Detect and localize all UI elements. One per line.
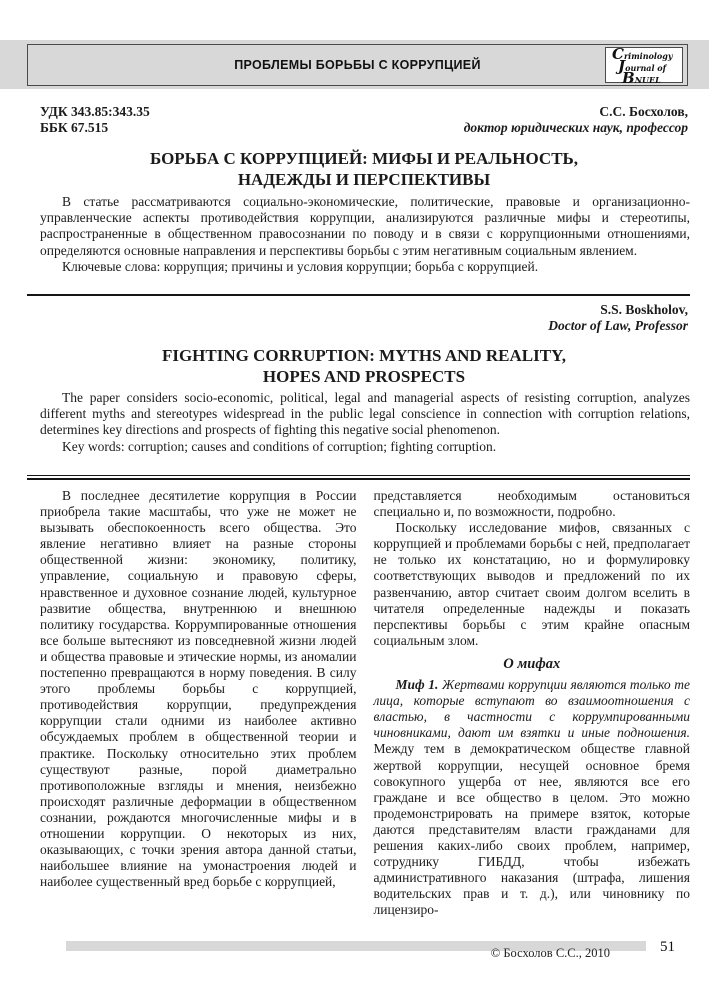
udk-code: УДК 343.85:343.35 (40, 104, 150, 119)
logo-text-1: riminology (623, 51, 673, 61)
header-band-box (27, 44, 688, 86)
myth-1-discussion: Между тем в демократическом обществе главной жертвой коррупции, несущей основное бремя совокупного ущерба от нее, являются все его граждане и все общество в целом. Это можно продемонстрировать на примере взяток, которые даются представителям власти гражданами для решения каких-либо своих проблем, например, сотруднику ГИБДД, чтобы избежать административного наказания (штрафа, лишения водительских прав и т. д.), или чиновнику по лицензиро- (373, 741, 690, 918)
body-paragraph-right-1: представляется необходимым остановиться специально и, по возможности, подробно. (373, 488, 690, 520)
article-title-en-line1: FIGHTING CORRUPTION: MYTHS AND REALITY, (161, 346, 567, 365)
author-name-ru: С.С. Босхолов, (599, 104, 688, 119)
logo-line-3 (612, 69, 679, 87)
keywords-en: Key words: corruption; causes and conditions of corruption; fighting corruption. (62, 438, 497, 454)
article-title-en-line2: HOPES AND PROSPECTS (262, 367, 466, 386)
body-column-left (40, 488, 357, 918)
myth-1-label: Миф 1. (395, 677, 439, 693)
divider-rule-2 (27, 475, 690, 480)
article-title-ru-line2: НАДЕЖДЫ И ПЕРСПЕКТИВЫ (237, 170, 491, 189)
logo-initial-c: C (612, 45, 624, 63)
header-band (0, 40, 709, 89)
divider-rule-1 (27, 294, 690, 296)
body-paragraph-right-2: Поскольку исследование мифов, связанных с коррупцией и проблемами борьбы с ней, предполагает не только их констатацию, но и формулировку соответствующих выводов и предложений по их развенчанию, автор считает своим долгом вселить в читателя определенные надежды и показать перспективы борьбы с этим крайне опасным социальным злом. (373, 520, 690, 648)
body-paragraph-left: В последнее десятилетие коррупция в России приобрела такие масштабы, что уже не может не вызывать обеспокоенность всего общества. Это явление негативно влияет на разные стороны общественной жизни: экономику, политику, управление, социальную и правовую сферы, нравственное и духовное сознание людей, культурное развитие общества, внутреннюю и внешнюю политику государства. Коррумпированные отношения все больше вытесняют из повседневной жизни людей и общества правовые и этические нормы, из аномалии постепенно превращаются в норму поведения. В силу этого проблемы борьбы с коррупцией, противодействия коррупции, предупреждения коррупции стали одними из наиболее активно обсуждаемых проблем в общественной теории и практике. Поскольку относительно этих проблем существуют разные, порой диаметрально противоположные взгляды и мнения, неизбежно происходят различные деформации в общественном сознании, рождаются многочисленные мифы и в отношении коррупции. О некоторых из них, оказывающих, с точки зрения автора данной статьи, наибольшее влияние на умонастроения людей и наиболее существенный вред борьбе с коррупцией, (40, 488, 357, 890)
keywords-ru: Ключевые слова: коррупция; причины и условия коррупции; борьба с коррупцией. (62, 258, 539, 274)
journal-logo (605, 45, 683, 87)
bbk-code: ББК 67.515 (40, 119, 109, 135)
article-body (40, 488, 690, 918)
abstract-en (40, 390, 690, 455)
page-number: 51 (660, 939, 675, 955)
abstract-ru-text: В статье рассматриваются социально-экономические, политические, правовые и организационно-управленческие аспекты противодействия коррупции, анализируются различные мифы и стереотипы, распространенные в общественном правосознании по поводу и в связи с коррупционными отношениями, определяются основные направления и перспективы борьбы с этим негативным социальным явлением. (40, 194, 690, 258)
author-block-ru (464, 104, 688, 135)
running-head: ПРОБЛЕМЫ БОРЬБЫ С КОРРУПЦИЕЙ (234, 58, 481, 72)
article-meta (40, 104, 688, 135)
copyright-notice: © Босхолов С.С., 2010 (490, 946, 610, 960)
classification-codes (40, 104, 150, 135)
article-title-en (40, 345, 688, 387)
body-column-right (374, 488, 691, 918)
logo-initial-b: B (622, 69, 635, 87)
logo-text-2: ournal of (625, 63, 667, 73)
article-title-ru (40, 148, 688, 190)
myth-1-paragraph (374, 677, 691, 918)
author-degree-ru: доктор юридических наук, профессор (463, 119, 688, 135)
abstract-ru (40, 194, 690, 275)
author-degree-en: Doctor of Law, Professor (548, 318, 688, 333)
author-name-en: S.S. Boskholov, (600, 302, 688, 317)
logo-initial-j: J (618, 57, 626, 75)
abstract-en-text: The paper considers socio-economic, political, legal and managerial aspects of resisting corruption, analyzes different myths and stereotypes widespread in the public legal conscience in connection with corruption relations, determines key directions and prospects of fighting this negative social phenomenon. (40, 390, 690, 438)
author-block-en (40, 302, 688, 334)
section-heading-myths: О мифах (503, 655, 561, 672)
article-title-ru-line1: БОРЬБА С КОРРУПЦИЕЙ: МИФЫ И РЕАЛЬНОСТЬ, (149, 149, 579, 168)
myth-1-statement: Жертвами коррупции являются только те лица, которые вступают во взаимоотношения с властью, в частности с коррумпированными чиновниками, дают им взятки и иные подношения. (373, 677, 690, 741)
logo-text-3: NUEL (634, 75, 661, 85)
